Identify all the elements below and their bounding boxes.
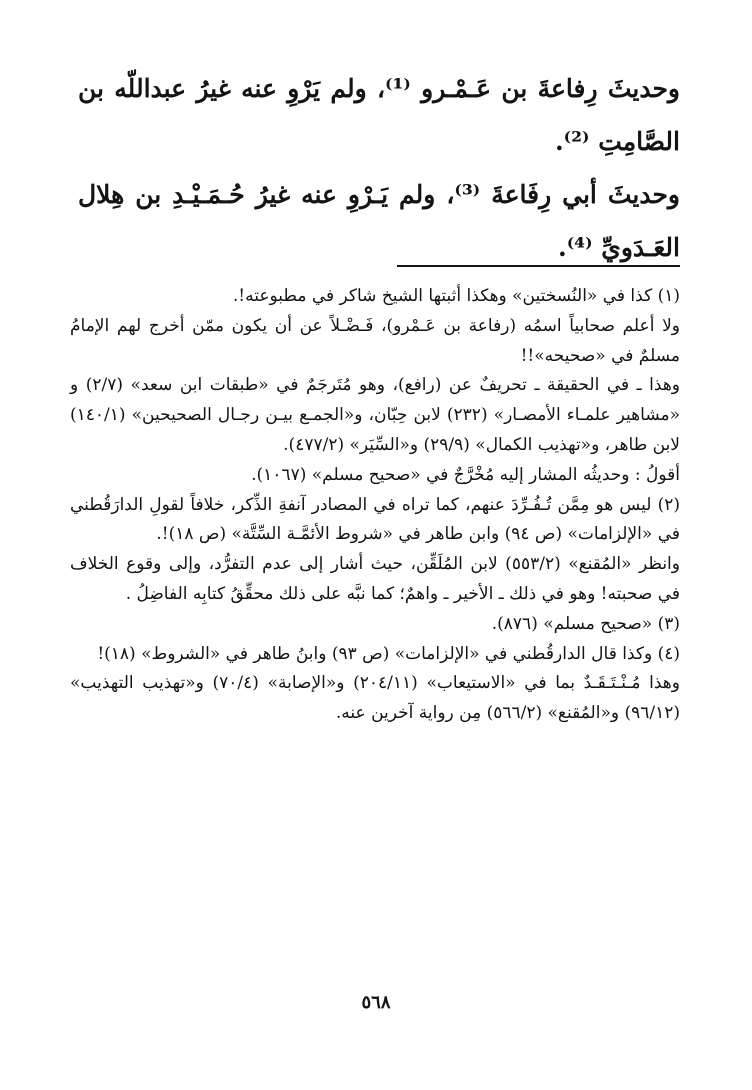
footnote-2-paragraph-2: وانظر «المُقنع» (٥٥٣/٢) لابن المُلَقِّن، حيث أشار إلى عدم التفرُّد، وإلى وقوع الخلاف في صحبته! وهو في ذلك ـ الأخير ـ واهمٌ؛ كما نبَّه على ذلك محقِّقُ كتابِه الفاضِلُ . bbox=[70, 554, 680, 604]
main-paragraph-2: وحديثَ أبي رِفَاعةَ ⁽³⁾، ولم يَـرْوِ عنه غيرُ حُـمَـيْـدِ بن هِلال العَـدَويِّ ⁽⁴⁾. bbox=[78, 180, 680, 262]
footnote-1-paragraph-4: أقولُ : وحديثُه المشار إليه مُخْرَّجٌ في «صحيح مسلم» (١٠٦٧). bbox=[251, 464, 680, 485]
footnote-divider bbox=[397, 265, 680, 267]
footnote-1-paragraph-3: وهذا ـ في الحقيقة ـ تحريفٌ عن (رافع)، وهو مُتَرجَمٌ في «طبقات ابن سعد» (٢/٧) و «مشاهير علمـاء الأمصـار» (٢٣٢) لابن حِبّان، و«الجمـع بيـن رجـال الصحيحين» (١٤٠/١) لابن طاهر، و«تهذيب الكمال» (٢٩/٩) و«السِّيَر» (٤٧٧/٢). bbox=[70, 375, 680, 455]
footnote-1-line: (١) كذا في «النُسختين» وهكذا أثبتها الشيخ شاكر في مطبوعته!. bbox=[232, 286, 680, 306]
footnote-3: (٣) «صحيح مسلم» (٨٧٦). bbox=[491, 613, 680, 634]
footnote-4-paragraph-1: (٤) وكذا قال الدارقُطني في «الإلزامات» (ص ٩٣) وابنُ طاهر في «الشروط» (١٨)! bbox=[97, 643, 680, 664]
main-paragraph-1: وحديثَ رِفاعةَ بن عَـمْـرو ⁽¹⁾، ولم يَرْوِ عنه غيرُ عبداللّه بن الصَّامِتِ ⁽²⁾. bbox=[78, 74, 680, 156]
main-text-block bbox=[78, 62, 680, 274]
footnotes-block bbox=[70, 282, 680, 729]
page-number: ٥٦٨ bbox=[361, 992, 391, 1013]
footnote-1-paragraph-2: ولا أعلم صحابياً اسمُه (رفاعة بن عَـمْرو)، فَـضْـلاً عن أن يكون ممّن أخرج لهم الإمامُ مسلمٌ في «صحيحه»!! bbox=[70, 315, 680, 366]
footnote-2-paragraph-1: (٢) ليس هو مِمَّن تُـفُـرِّدَ عنهم، كما تراه في المصادر آنفةِ الذِّكر، خلافاً لقولِ الدارَقُطني في «الإلزامات» (ص ٩٤) وابن طاهر في «شروط الأئمَّـة السِّتَّة» (ص ١٨)!. bbox=[70, 494, 680, 545]
footnote-4-paragraph-2: وهذا مُـنْـتَـقَـدٌ بما في «الاستيعاب» (٢٠٤/١١) و«الإصابة» (٧٠/٤) و«تهذيب التهذيب» (٩٦/١٢) و«المُقنع» (٥٦٦/٢) مِن رواية آخرين عنه. bbox=[70, 673, 680, 724]
